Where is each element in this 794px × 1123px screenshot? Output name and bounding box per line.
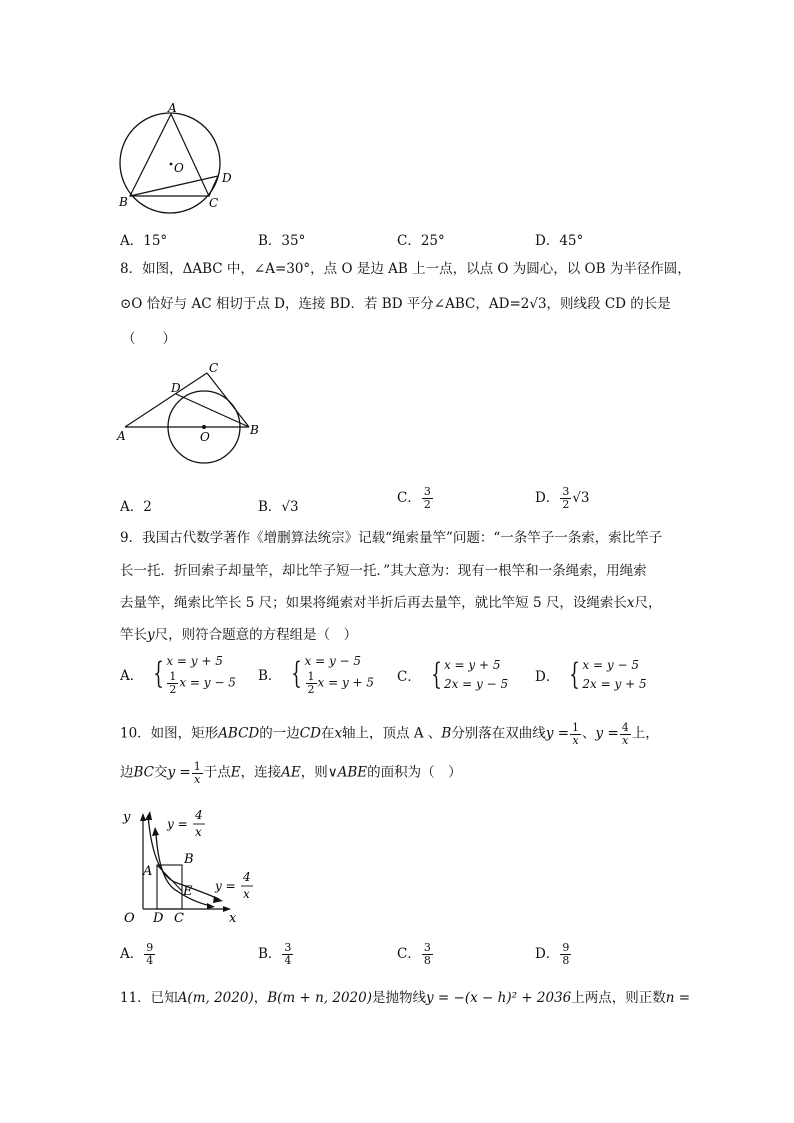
label-E: E [183, 884, 193, 899]
q7-option-a[interactable]: A．15° [120, 233, 168, 249]
label-A: A [143, 864, 153, 879]
label-A: A [168, 101, 177, 115]
label-x-axis: x [229, 911, 237, 926]
q7-option-c[interactable]: C．25° [397, 233, 445, 249]
figure-q8-circle-tangent [115, 360, 275, 475]
label-O: O [124, 911, 135, 926]
q9-option-a[interactable]: A． { x = y + 5 $\frac{1}{2}$ x = y − 5 [120, 654, 236, 696]
q9-line4: 竿长y尺，则符合题意的方程组是（ ） [120, 627, 358, 643]
q8-option-b[interactable]: B．√3 [258, 499, 299, 515]
label-right-eq: y = [215, 879, 236, 893]
q8-option-a[interactable]: A．2 [120, 499, 152, 515]
q9-line1: 9．我国古代数学著作《增删算法统宗》记载“绳索量竿”问题：“一条竿子一条索，索比竿子 [120, 530, 663, 546]
q7-option-b[interactable]: B．35° [258, 233, 306, 249]
q8-line2: ⊙O 恰好与 AC 相切于点 D，连接 BD．若 BD 平分∠ABC，AD=2√3，则线段 CD 的长是 [120, 296, 671, 312]
q8-line1: 8．如图，ΔABC 中，∠A=30°，点 O 是边 AB 上一点，以点 O 为圆心，以 OB 为半径作圆， [120, 261, 691, 277]
q10-line1: 10．如图，矩形ABCD的一边CD在x轴上，顶点 A 、B分别落在双曲线y = $\frac{1}{x}$ 、y = $\frac{4}{x}$ 上， [120, 721, 659, 747]
label-D: D [171, 381, 181, 395]
q11-line1: 11．已知A(m, 2020)，B(m + n, 2020)是抛物线y = −(x − h)² + 2036上两点，则正数n = [120, 990, 691, 1006]
q10-line2: 边BC交y = $\frac{1}{x}$ 于点E，连接AE，则∨ABE的面积为（ ） [120, 760, 462, 786]
label-O: O [200, 430, 210, 444]
q10-option-d[interactable]: D． $\frac{9}{8}$ [535, 941, 570, 967]
q8-option-d[interactable]: D． $\frac{3}{2}$ √3 [535, 485, 590, 511]
label-top-num: 4 [195, 808, 203, 822]
q9-option-d[interactable]: D． { x = y − 5 2x = y + 5 [535, 657, 647, 693]
figure-q10-hyperbola-rectangle [115, 795, 265, 930]
q9-option-b[interactable]: B． { x = y − 5 $\frac{1}{2}$ x = y + 5 [258, 654, 375, 696]
label-D: D [222, 171, 232, 185]
q9-line2: 长一托．折回索子却量竿，却比竿子短一托．”其大意为：现有一根竿和一条绳索，用绳索 [120, 563, 647, 579]
q8-option-c[interactable]: C． $\frac{3}{2}$ [397, 485, 431, 511]
label-B: B [184, 852, 194, 867]
label-O: O [174, 161, 184, 175]
label-C: C [209, 196, 219, 210]
label-D: D [153, 911, 164, 926]
label-B: B [119, 195, 128, 209]
q9-line3: 去量竿，绳索比竿长 5 尺；如果将绳索对半折后再去量竿，就比竿短 5 尺，设绳索长x尺， [120, 595, 662, 611]
label-A: A [117, 429, 126, 443]
q10-option-b[interactable]: B． $\frac{3}{4}$ [258, 941, 292, 967]
figure-q7-circle-triangle [110, 100, 250, 220]
label-right-den: x [243, 887, 250, 901]
q7-option-d[interactable]: D．45° [535, 233, 584, 249]
label-C: C [209, 361, 219, 375]
label-top-eq: y = [167, 817, 188, 831]
q10-option-a[interactable]: A． $\frac{9}{4}$ [120, 941, 154, 967]
q9-option-c[interactable]: C． { x = y + 5 2x = y − 5 [397, 657, 509, 693]
q8-answer-paren: （ ） [122, 331, 176, 347]
label-top-den: x [195, 825, 202, 839]
q10-option-c[interactable]: C． $\frac{3}{8}$ [397, 941, 431, 967]
label-B: B [250, 423, 259, 437]
label-right-num: 4 [243, 870, 251, 884]
label-C: C [174, 911, 184, 926]
label-y-axis: y [123, 810, 131, 825]
